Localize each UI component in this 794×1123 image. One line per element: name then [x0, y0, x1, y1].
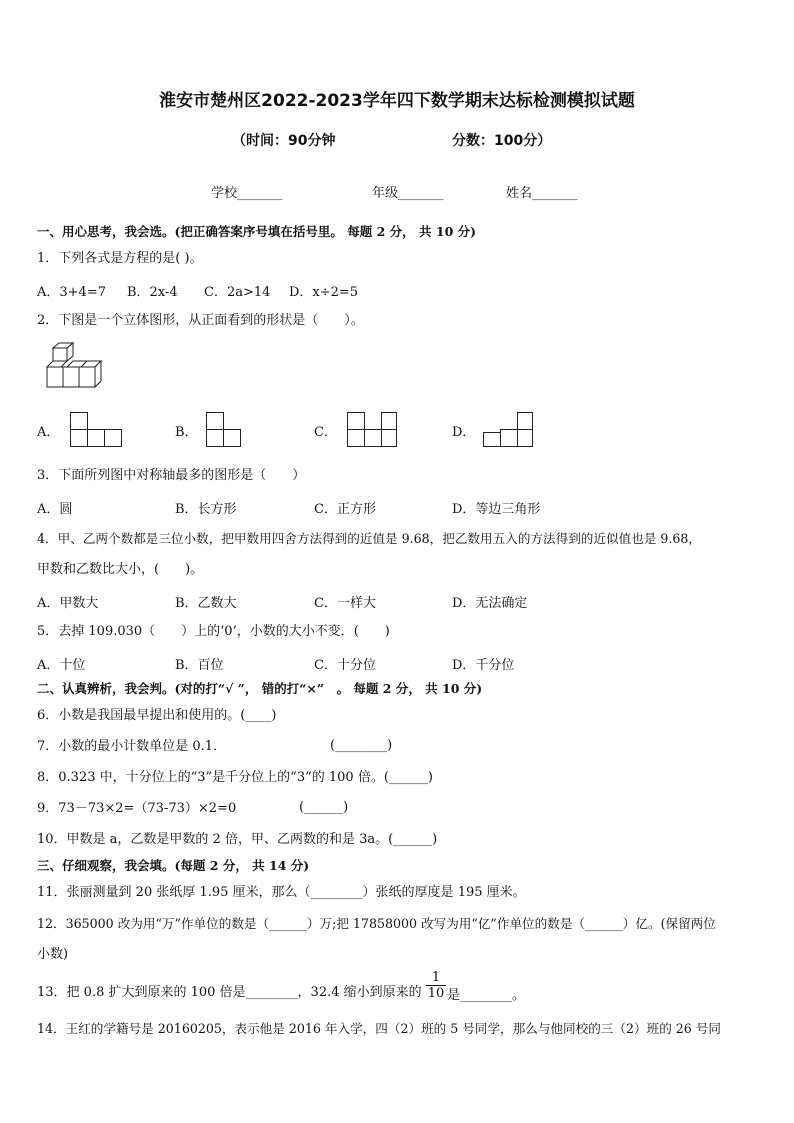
question-3: 3．下面所列图中对称轴最多的图形是（ ）: [37, 468, 306, 483]
q1-option-a: A．3+4=7: [37, 285, 106, 300]
q4-option-c: C．一样大: [314, 596, 376, 611]
question-14: 14．王红的学籍号是 20160205，表示他是 2016 年入学，四（2）班的 5 号同学，那么与他同校的三（2）班的 26 号同: [37, 1021, 722, 1036]
question-2: 2．下图是一个立体图形，从正面看到的形状是（ ）。: [37, 313, 364, 328]
q2-option-d: D．: [452, 425, 476, 440]
q1-option-d: D．x÷2=5: [289, 285, 359, 300]
question-10: 10．甲数是 a，乙数是甲数的 2 倍，甲、乙两数的和是 3a。(______): [37, 832, 438, 847]
q4-option-b: B．乙数大: [175, 596, 237, 611]
exam-score: 分数：100分）: [452, 133, 552, 149]
q7-answer-blank: (________): [330, 738, 393, 753]
question-6: 6．小数是我国最早提出和使用的。(____): [37, 708, 277, 723]
q5-option-c: C．十分位: [314, 658, 376, 673]
school-field: 学校_______: [211, 186, 283, 201]
q2-a-shape-cell: [70, 429, 88, 447]
q3-option-d: D．等边三角形: [452, 502, 541, 517]
fraction-denominator: 10: [427, 986, 445, 1001]
question-1: 1．下列各式是方程的是( )。: [37, 251, 203, 266]
question-7: 7．小数的最小计数单位是 0.1．: [37, 739, 227, 754]
q3-option-c: C．正方形: [314, 502, 376, 517]
question-13-text: 13．把 0.8 扩大到原来的 100 倍是________，32.4 缩小到原来的: [37, 985, 422, 1000]
question-12-line-1: 12．365000 改为用“万”作单位的数是（______）万;把 17858000 改写为用“亿”作单位的数是（______）亿。(保留两位: [37, 916, 716, 931]
q2-c-shape-cell: [347, 429, 365, 447]
section-3-heading: 三、仔细观察，我会填。(每题 2 分， 共 14 分): [37, 858, 310, 873]
q2-b-shape-top: [206, 412, 224, 430]
q2-a-shape-cell: [87, 429, 105, 447]
q1-option-b: B．2x-4: [127, 285, 178, 300]
q2-option-a: A．: [37, 425, 60, 440]
q9-answer-blank: (______): [299, 800, 349, 815]
q1-option-c: C．2a>14: [204, 285, 271, 300]
page-title: 淮安市楚州区2022-2023学年四下数学期末达标检测模拟试题: [159, 91, 635, 111]
q5-option-a: A．十位: [37, 658, 86, 673]
q2-c-shape-cell: [364, 429, 382, 447]
q2-option-b: B．: [175, 425, 198, 440]
question-11: 11．张丽测量到 20 张纸厚 1.95 厘米，那么（________）张纸的厚度是 195 厘米。: [37, 885, 526, 900]
q3-option-a: A．圆: [37, 502, 73, 517]
q2-option-c: C．: [314, 425, 337, 440]
grade-field: 年级_______: [372, 186, 444, 201]
q2-d-shape-top: [517, 412, 533, 430]
q4-option-d: D．无法确定: [452, 596, 528, 611]
section-2-heading: 二、认真辨析，我会判。(对的打“√ ”， 错的打“×” 。 每题 2 分， 共 10 分): [37, 681, 483, 696]
question-12-line-2: 小数): [37, 947, 69, 962]
q2-c-shape-cell: [381, 429, 397, 447]
question-9: 9．73－73×2=（73-73）×2=0: [37, 801, 237, 816]
q2-b-shape-cell: [206, 429, 224, 447]
fraction-numerator: 1: [426, 970, 446, 986]
q2-d-shape-cell: [517, 429, 533, 447]
fraction-one-tenth: [426, 970, 446, 1001]
question-4-line-2: 甲数和乙数比大小，( )。: [37, 562, 204, 577]
q2-c-shape-top: [381, 412, 397, 430]
question-13-tail: 是________。: [447, 988, 526, 1003]
q5-option-d: D．千分位: [452, 658, 515, 673]
q5-option-b: B．百位: [175, 658, 224, 673]
exam-time: （时间：90分钟: [232, 133, 336, 149]
q2-d-shape-cell: [500, 429, 518, 447]
question-8: 8．0.323 中，十分位上的“3”是千分位上的“3”的 100 倍。(______): [37, 770, 433, 785]
q2-c-shape-top: [347, 412, 365, 430]
q2-b-shape-cell: [223, 429, 241, 447]
q3-option-b: B．长方形: [175, 502, 237, 517]
q2-d-shape-cell: [483, 432, 501, 447]
q2-a-shape-top: [70, 412, 88, 430]
q2-a-shape-cell: [104, 429, 122, 447]
cube-figure: [43, 342, 109, 392]
question-5: 5．去掉 109.030（ ）上的‘0’，小数的大小不变．( ): [37, 624, 390, 639]
question-4-line-1: 4．甲、乙两个数都是三位小数，把甲数用四舍方法得到的近值是 9.68，把乙数用五入的方法得到的近似值也是 9.68，: [37, 531, 702, 546]
q4-option-a: A．甲数大: [37, 596, 99, 611]
section-1-heading: 一、用心思考，我会选。(把正确答案序号填在括号里。 每题 2 分， 共 10 分): [37, 224, 477, 239]
name-field: 姓名_______: [506, 186, 578, 201]
